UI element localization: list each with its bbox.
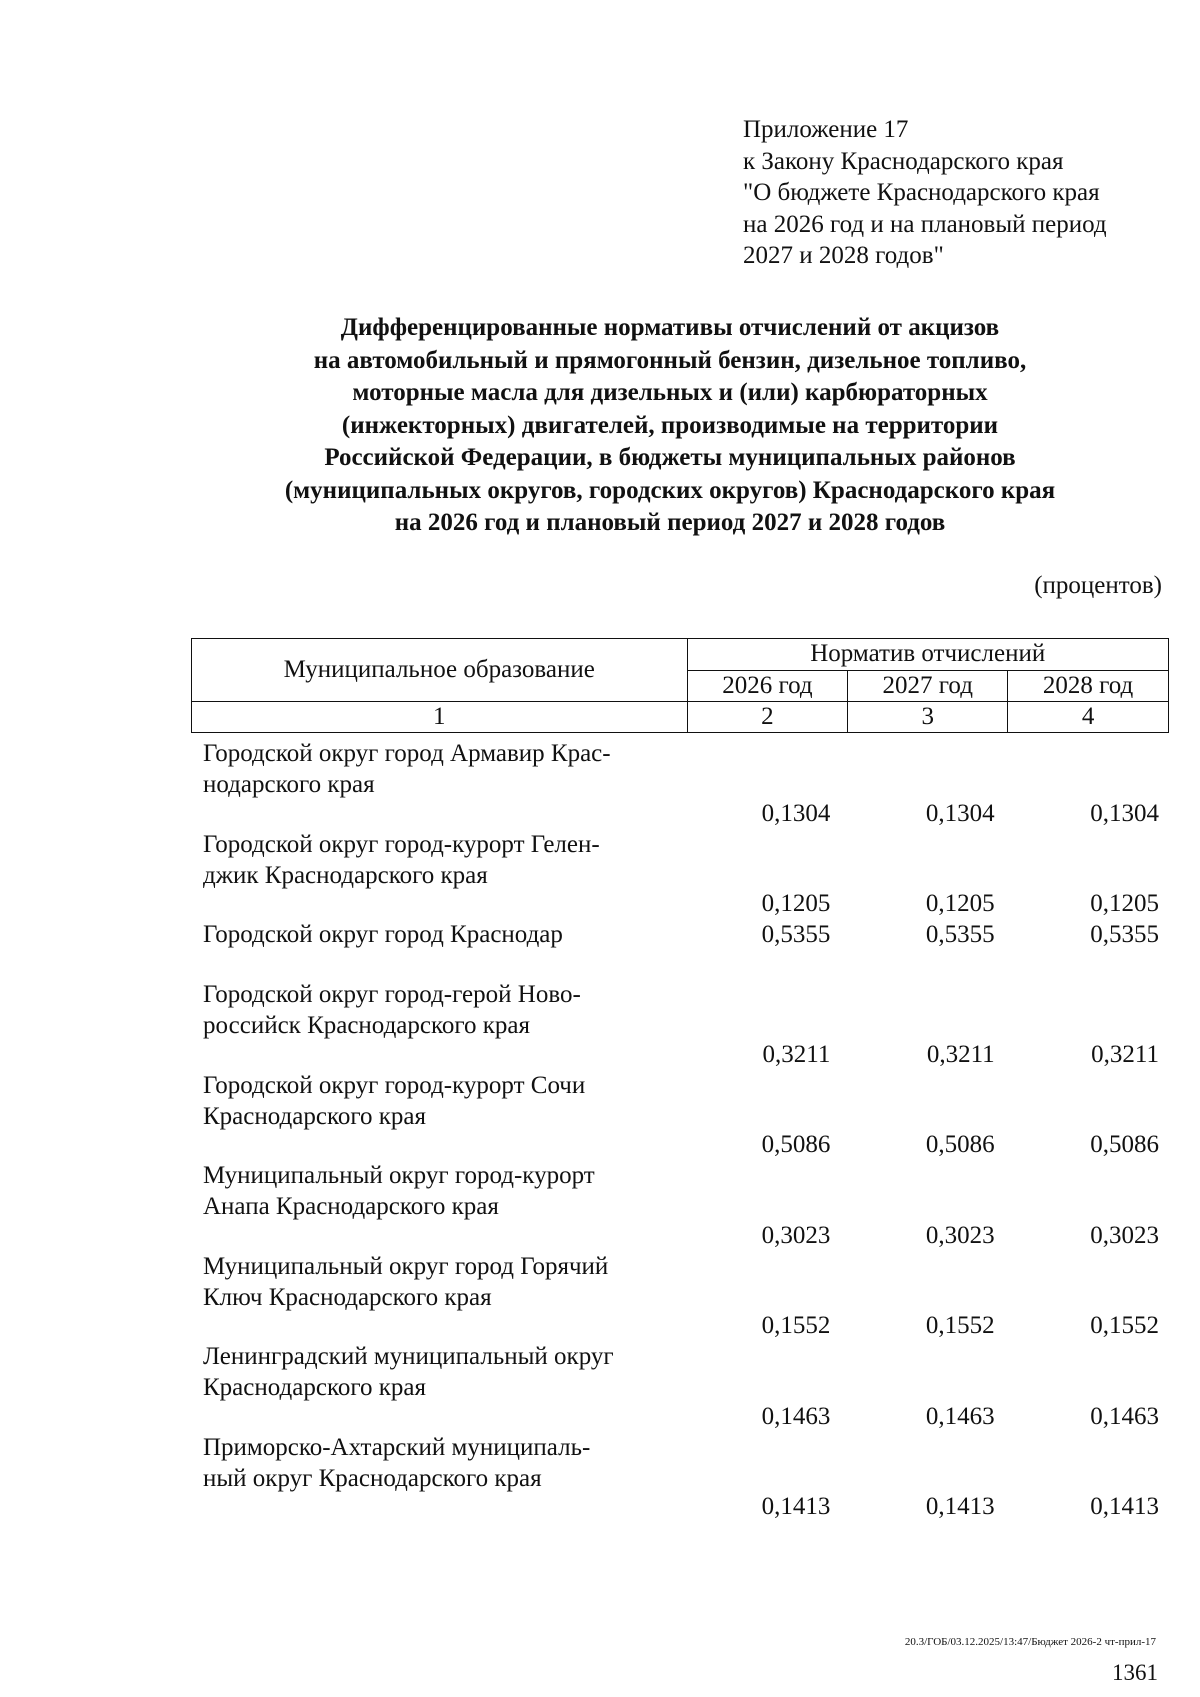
municipality-name: Приморско-Ахтарский муниципаль- ный округ Краснодарского края [203,1433,591,1492]
value-2026: 0,1552 [761,1312,831,1339]
table-row [191,738,1169,829]
municipality-name: Ленинградский муниципальный округ Краснодарского края [203,1343,614,1401]
header-norm: Норматив отчислений [687,639,1169,671]
municipality-name: Городской округ город-курорт Гелен- джик Краснодарского края [203,830,600,889]
municipality-name: Городской округ город Армавир Крас- нодарского края [203,740,611,798]
municipality-name: Муниципальный округ город Горячий Ключ Краснодарского края [203,1252,609,1311]
value-2026: 0,1463 [761,1402,831,1430]
value-2027: 0,1413 [925,1493,995,1520]
value-2028: 0,1205 [1090,890,1159,917]
value-2026: 0,3211 [762,1040,831,1068]
appendix-line: Приложение 17 [743,116,909,143]
column-number: 2 [687,702,848,733]
value-2027: 0,5355 [925,921,995,948]
municipality-name: Городской округ город-герой Ново- российск Краснодарского края [203,981,581,1039]
column-number: 3 [848,702,1008,733]
title-line: на 2026 год и плановый период 2027 и 2028 годов [394,509,946,536]
table-body [191,738,1169,1522]
title-line: моторные масла для дизельных и (или) карбюраторных [352,379,988,406]
value-2026: 0,1205 [761,890,831,917]
value-2026: 0,3023 [761,1221,831,1249]
appendix-line: к Закону Краснодарского края [743,147,1064,175]
value-2027: 0,5086 [925,1131,995,1158]
units-label: (процентов) [1034,572,1162,599]
value-2028: 0,5355 [1090,921,1159,948]
value-2028: 0,3211 [1091,1040,1159,1068]
value-2027: 0,3023 [925,1221,995,1249]
header-year-2026: 2026 год [687,670,848,702]
header-year-2027: 2027 год [848,670,1008,702]
table-header [191,638,1169,733]
table-row [191,1432,1169,1523]
table-row [191,1070,1169,1161]
table-row [191,1251,1169,1342]
document-title [190,312,1150,540]
value-2026: 0,1304 [761,799,831,827]
municipality-name: Городской округ город Краснодар [203,921,563,948]
title-line: (муниципальных округов, городских округов) Краснодарского края [284,476,1056,504]
table-row [191,1341,1169,1432]
value-2027: 0,1552 [925,1312,995,1339]
municipality-name: Городской округ город-курорт Сочи Краснодарского края [203,1071,586,1130]
value-2028: 0,1463 [1090,1402,1159,1430]
value-2028: 0,1552 [1090,1312,1159,1339]
appendix-reference [743,114,1163,272]
table-row [191,979,1169,1070]
value-2027: 0,1205 [925,890,995,917]
value-2027: 0,1463 [925,1402,995,1430]
value-2026: 0,1413 [761,1493,831,1520]
value-2027: 0,1304 [925,799,995,827]
appendix-line: 2027 и 2028 годов" [743,242,944,269]
header-municipality: Муниципальное образование [192,639,688,702]
column-number: 4 [1008,702,1169,733]
value-2026: 0,5086 [761,1131,831,1158]
document-registration-code: 20.3/ГОБ/03.12.2025/13:47/Бюджет 2026-2 чт-прил-17 [904,1636,1156,1648]
title-line: Дифференцированные нормативы отчислений от акцизов [340,314,1000,341]
value-2028: 0,1413 [1090,1493,1159,1520]
title-line: на автомобильный и прямогонный бензин, дизельное топливо, [313,346,1027,374]
appendix-line: "О бюджете Краснодарского края [743,179,1100,206]
title-line: Российской Федерации, в бюджеты муниципальных районов [324,444,1016,471]
value-2028: 0,1304 [1090,799,1159,827]
column-number: 1 [192,702,688,733]
value-2028: 0,5086 [1090,1131,1159,1158]
table-row [191,919,1169,979]
table-row [191,829,1169,920]
header-year-2028: 2028 год [1008,670,1169,702]
title-line: (инжекторных) двигателей, производимые на территории [341,411,999,439]
page-number: 1361 [1112,1660,1158,1685]
municipality-name: Муниципальный округ город-курорт Анапа Краснодарского края [203,1162,595,1220]
value-2028: 0,3023 [1090,1221,1159,1249]
appendix-line: на 2026 год и на плановый период [743,210,1107,238]
table-row [191,1160,1169,1251]
value-2026: 0,5355 [761,921,831,948]
value-2027: 0,3211 [926,1040,995,1068]
